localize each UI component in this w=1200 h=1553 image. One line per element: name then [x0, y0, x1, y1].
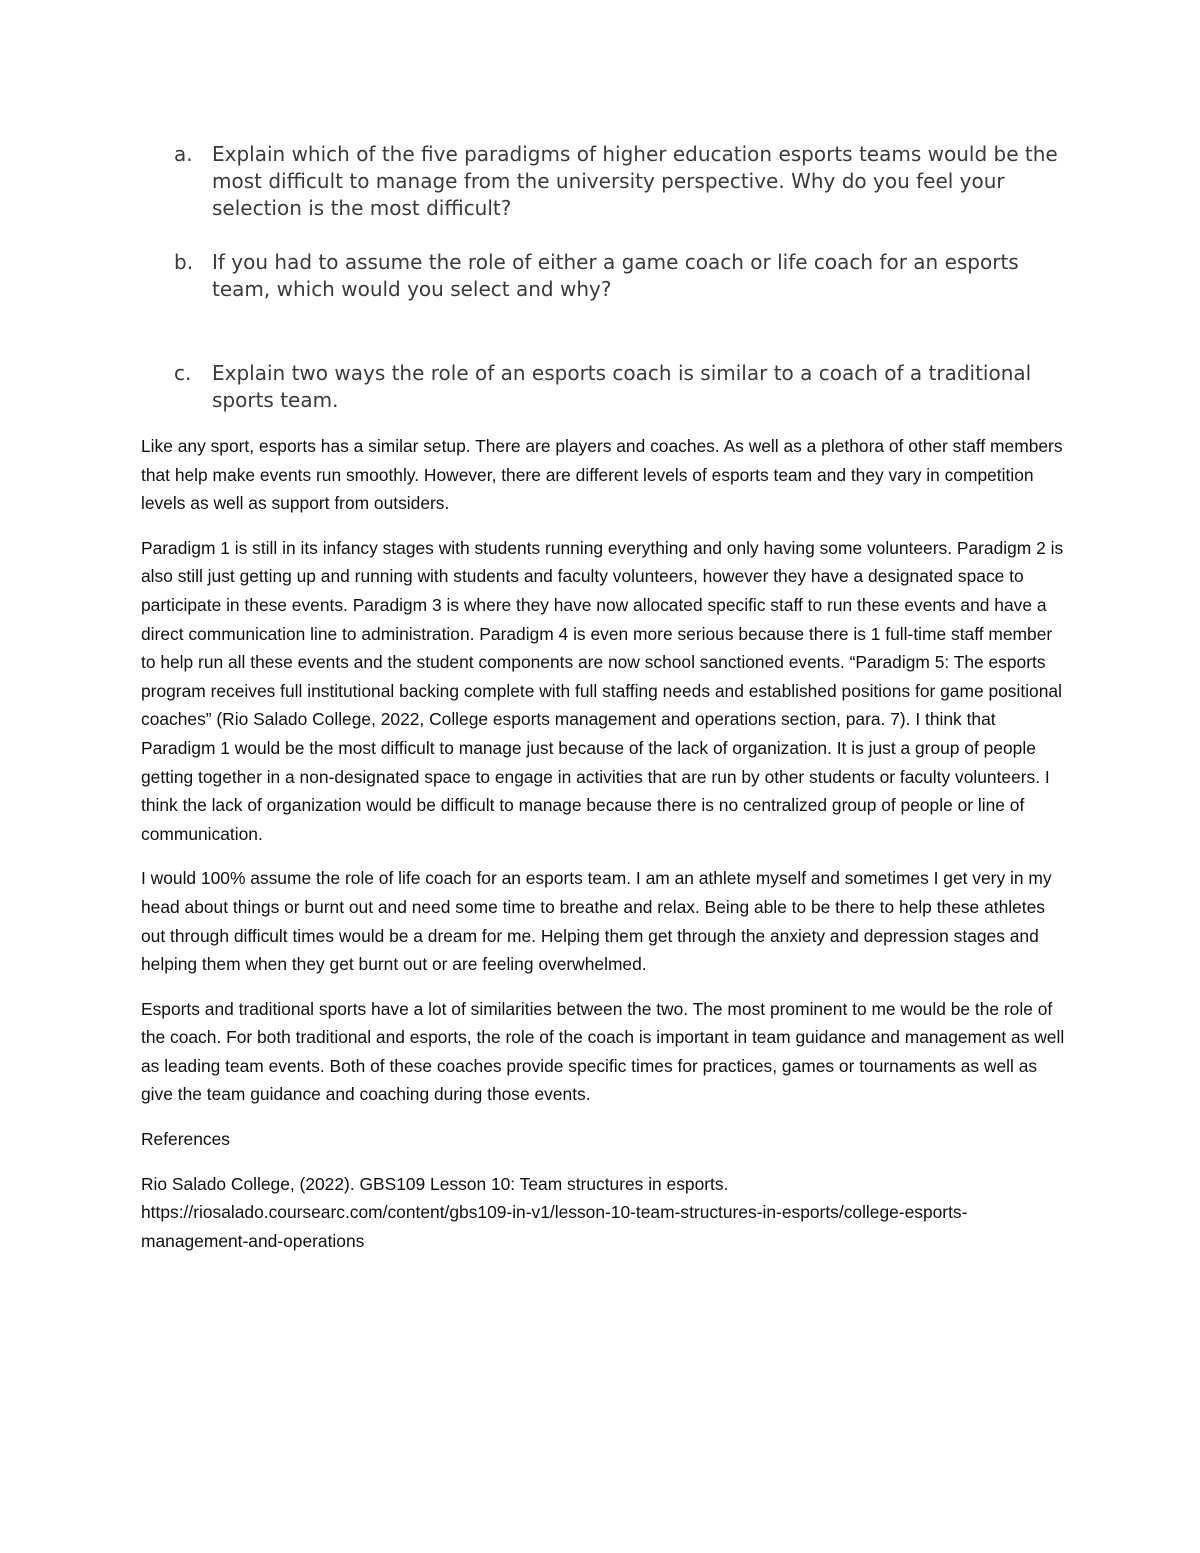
question-text: If you had to assume the role of either a game coach or life coach for an esports team, which would you select and why? [212, 250, 1019, 301]
question-item-a [172, 141, 1072, 222]
question-list [172, 141, 1072, 414]
references-heading: References [141, 1129, 230, 1150]
question-text: Explain two ways the role of an esports coach is similar to a coach of a traditional sports team. [212, 361, 1032, 412]
question-marker: a. [174, 142, 193, 166]
paragraph-similarities: Esports and traditional sports have a lot of similarities between the two. The most prominent to me would be the role of the coach. For both traditional and esports, the role of the coach is important in team guidance and management as well as leading team events. Both of these coaches provide specific times for practices, games or tournaments as well as give the team guidance and coaching during those events. [141, 998, 1065, 1105]
paragraph-intro: Like any sport, esports has a similar setup. There are players and coaches. As well as a plethora of other staff members that help make events run smoothly. However, there are different levels of esports team and they vary in competition levels as well as support from outsiders. [141, 436, 1063, 514]
paragraph-paradigms: Paradigm 1 is still in its infancy stages with students running everything and only having some volunteers. Paradigm 2 is also still just getting up and running with students and faculty volunteers, however they have a designated space to participate in these events. Paradigm 3 is where they have now allocated specific staff to run these events and have a direct communication line to administration. Paradigm 4 is even more serious because there is 1 full-time staff member to help run all these events and the student components are now school sanctioned events. “Paradigm 5: The esports program receives full institutional backing complete with full staffing needs and established positions for game positional coaches” (Rio Salado College, 2022, College esports management and operations section, para. 7). I think that Paradigm 1 would be the most difficult to manage just because of the lack of organization. It is just a group of people getting together in a non-designated space to engage in activities that are run by other students or faculty volunteers. I think the lack of organization would be difficult to manage because there is no centralized group of people or line of communication. [141, 537, 1064, 844]
question-item-c [172, 360, 1072, 414]
question-text: Explain which of the five paradigms of higher education esports teams would be the most difficult to manage from the university perspective. Why do you feel your selection is the most difficult? [212, 142, 1058, 220]
essay-body [141, 432, 1071, 1271]
question-marker: c. [174, 361, 192, 385]
question-marker: b. [174, 250, 194, 274]
paragraph-life-coach: I would 100% assume the role of life coach for an esports team. I am an athlete myself and sometimes I get very in my head about things or burnt out and need some time to breathe and relax. Being able to be there to help these athletes out through difficult times would be a dream for me. Helping them get through the anxiety and depression stages and helping them when they get burnt out or are feeling overwhelmed. [141, 868, 1052, 975]
question-item-b [172, 249, 1072, 303]
reference-entry: Rio Salado College, (2022). GBS109 Lesson 10: Team structures in esports. https://riosalado.coursearc.com/content/gbs109-in-v1/lesson-10-team-structures-in-esports/college-esports-management-and-operations [141, 1173, 968, 1251]
